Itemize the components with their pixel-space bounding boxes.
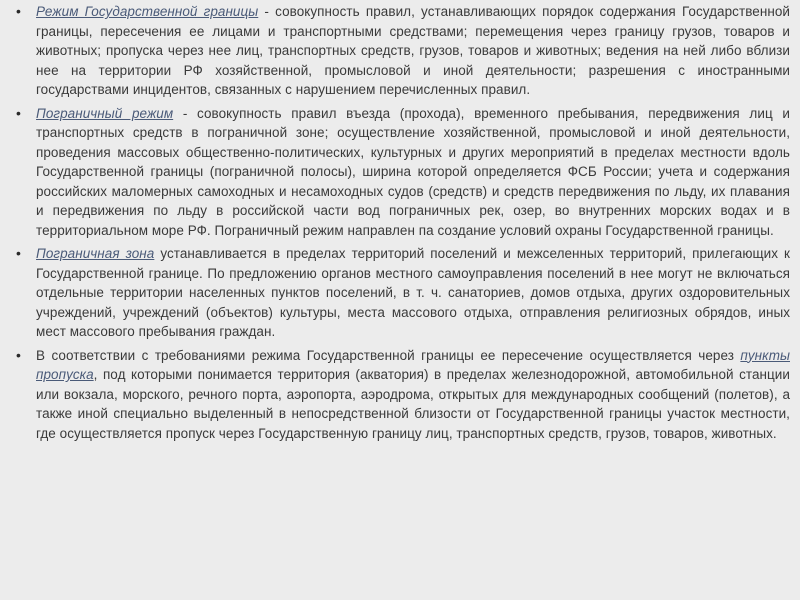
term-border-regime-link[interactable]: Режим Государственной границы <box>36 4 259 19</box>
bullet-text-after: , под которыми понимается территория (акватория) в пределах железнодорожной, автомобильной станции или вокзала, морского, речного порта, аэропорта, аэродрома, открытых для международных сообщений (полетов), а также иной специально выделенный в непосредственной близости от Государственной границы участок местности, где осуществляется пропуск через Государственную границу лиц, транспортных средств, грузов, товаров, животных. <box>36 367 790 441</box>
term-frontier-zone-link[interactable]: Пограничная зона <box>36 246 155 261</box>
bullet-text-before: В соответствии с требованиями режима Государственной границы ее пересечение осуществляется через <box>36 347 741 363</box>
bullet-list <box>14 2 790 443</box>
bullet-border-regime <box>14 2 790 100</box>
bullet-icon: • <box>16 3 21 19</box>
term-checkpoints-link[interactable]: пункты пропуска <box>36 347 790 382</box>
bullet-text: - совокупность правил въезда (прохода), временного пребывания, передвижения лиц и транспортных средств в пограничной зоне; осуществление хозяйственной, промысловой и иной деятельности, проведения массовых общественно-политических, культурных и других мероприятий в пределах местности вдоль Государственной границы (пограничной полосы), ширина которой определяется ФСБ России; учета и содержания российских маломерных самоходных и несамоходных судов (средств) и средств передвижения по льду, их плавания и передвижения по льду в российской части вод пограничных рек, озер, во внутренних морских водах и в территориальном море РФ. Пограничный режим направлен па создание условий охраны Государственной границы. <box>36 105 790 238</box>
bullet-frontier-regime <box>14 104 790 241</box>
bullet-icon: • <box>16 346 21 363</box>
term-frontier-regime-link[interactable]: Пограничный режим <box>36 105 174 121</box>
bullet-icon: • <box>16 245 21 261</box>
bullet-text: устанавливается в пределах территорий поселений и межселенных территорий, прилегающих к Государственной границе. По предложению органов местного самоуправления поселений в нее могут не включаться отдельные территории населенных пунктов поселений, в т. ч. санаториев, домов отдыха, других оздоровительных учреждений, учреждений (объектов) культуры, места массового отдыха, отправления религиозных обрядов, иных мест массового пребывания граждан. <box>36 246 790 339</box>
bullet-frontier-zone <box>14 244 790 342</box>
bullet-text: - совокупность правил, устанавливающих порядок содержания Государственной границы, пересечения ее лицами и транспортными средствами; перемещения через границу грузов, товаров и животных; пропуска через нее лиц, транспортных средств, грузов, товаров и животных; ведения на ней либо вблизи нее на территории РФ хозяйственной, промысловой и иной деятельности; разрешения с иностранными государствами инцидентов, связанных с нарушением перечисленных правил. <box>36 4 790 97</box>
bullet-icon: • <box>16 104 21 121</box>
bullet-checkpoints <box>14 346 790 444</box>
